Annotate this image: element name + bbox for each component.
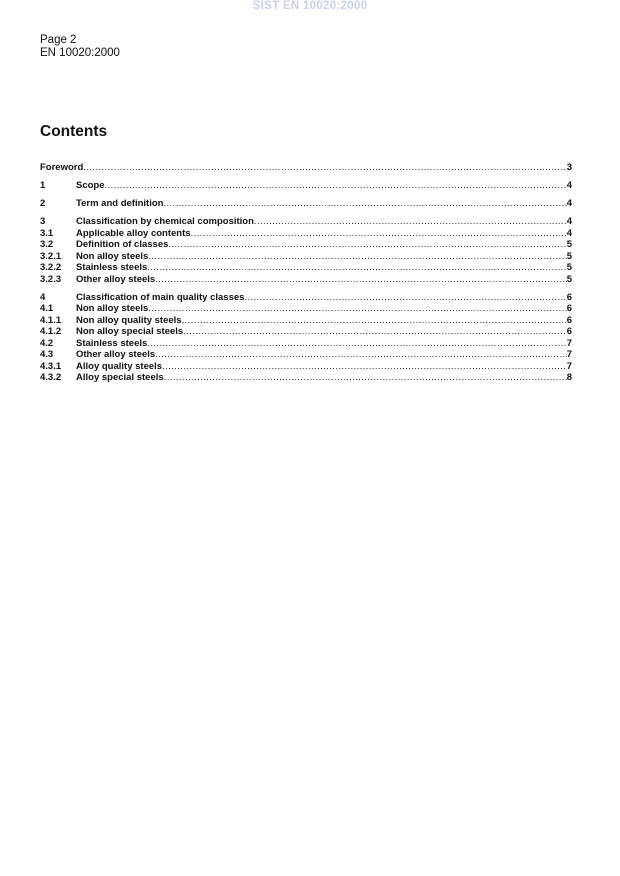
toc-entry-number: 4.2: [40, 337, 54, 349]
toc-entry-number: 3.2.1: [40, 250, 62, 262]
toc-entry-title: Term and definition: [76, 198, 164, 209]
standard-id: EN 10020:2000: [40, 47, 120, 59]
toc-entry-page: 5: [566, 262, 572, 273]
contents-title: Contents: [40, 123, 108, 140]
toc-leader-dots: [183, 326, 567, 338]
toc-entry-title: Scope: [76, 180, 105, 191]
toc-leader-dots: [163, 198, 566, 210]
toc-entry[interactable]: [40, 361, 572, 373]
toc-entry-title: Non alloy special steels: [76, 326, 184, 337]
toc-entry[interactable]: [40, 372, 572, 384]
toc-entry-title: Non alloy quality steels: [76, 314, 182, 326]
toc-entry-number: 3.2: [40, 239, 54, 250]
toc-entry-page: 5: [566, 250, 572, 262]
toc-entry[interactable]: [40, 292, 572, 304]
toc-entry-number: 4: [40, 291, 46, 303]
toc-entry-page: 3: [566, 162, 572, 173]
toc-entry-number: 4.3.2: [40, 372, 62, 383]
toc-entry-title: Definition of classes: [76, 239, 169, 250]
toc-entry-page: 6: [566, 291, 572, 303]
toc-leader-dots: [148, 251, 566, 263]
toc-entry-number: 3.1: [40, 227, 54, 239]
toc-entry[interactable]: [40, 228, 572, 240]
toc-entry-number: 4.1.2: [40, 326, 62, 337]
toc-entry-number: 4.3: [40, 349, 54, 360]
toc-entry[interactable]: [40, 180, 572, 192]
toc-entry-page: 6: [566, 303, 572, 314]
toc-entry-page: 5: [566, 273, 572, 285]
toc-leader-dots: [155, 274, 567, 286]
toc-entry-page: 5: [566, 239, 572, 250]
toc-entry[interactable]: [40, 274, 572, 286]
toc-leader-dots: [254, 216, 567, 228]
toc-entry-number: 3.2.3: [40, 273, 62, 285]
toc-entry[interactable]: [40, 315, 572, 327]
toc-leader-dots: [83, 162, 566, 174]
toc-leader-dots: [155, 349, 567, 361]
toc-entry-title: Stainless steels: [76, 337, 148, 349]
toc-entry-page: 4: [566, 216, 572, 227]
toc-entry-page: 7: [566, 360, 572, 372]
table-of-contents: [40, 162, 572, 384]
toc-entry-number: 4.1.1: [40, 314, 62, 326]
watermark: SIST EN 10020:2000: [252, 0, 368, 12]
toc-entry-number: 3.2.2: [40, 262, 62, 273]
toc-entry-title: Applicable alloy contents: [76, 227, 191, 239]
toc-entry-page: 6: [566, 326, 572, 337]
toc-entry-number: 4.3.1: [40, 360, 62, 372]
toc-entry-number: 4.1: [40, 303, 54, 314]
toc-entry-page: 8: [566, 372, 572, 383]
toc-entry-page: 4: [566, 227, 572, 239]
toc-entry-title: Non alloy steels: [76, 303, 149, 314]
toc-entry[interactable]: [40, 262, 572, 274]
toc-leader-dots: [164, 372, 567, 384]
toc-entry[interactable]: [40, 338, 572, 350]
toc-leader-dots: [147, 262, 566, 274]
toc-leader-dots: [105, 180, 567, 192]
page-number: Page 2: [40, 34, 77, 46]
toc-entry-page: 4: [566, 198, 572, 209]
toc-leader-dots: [191, 228, 567, 240]
toc-leader-dots: [244, 292, 566, 304]
toc-entry[interactable]: [40, 162, 572, 174]
toc-entry-page: 7: [566, 337, 572, 349]
toc-entry-title: Classification by chemical composition: [76, 216, 254, 227]
toc-entry-title: Stainless steels: [76, 262, 148, 273]
toc-entry-title: Non alloy steels: [76, 250, 149, 262]
toc-entry-title: Alloy special steels: [76, 372, 164, 383]
toc-entry[interactable]: [40, 239, 572, 251]
toc-entry[interactable]: [40, 216, 572, 228]
toc-leader-dots: [168, 239, 566, 251]
toc-leader-dots: [147, 338, 566, 350]
toc-entry-page: 7: [566, 349, 572, 360]
toc-entry[interactable]: [40, 251, 572, 263]
toc-entry-title: Other alloy steels: [76, 273, 156, 285]
toc-entry[interactable]: [40, 303, 572, 315]
toc-entry[interactable]: [40, 349, 572, 361]
toc-entry-number: 2: [40, 198, 46, 209]
toc-leader-dots: [182, 315, 567, 327]
toc-entry-page: 6: [566, 314, 572, 326]
toc-entry-number: 3: [40, 216, 46, 227]
toc-entry-title: Classification of main quality classes: [76, 291, 245, 303]
toc-entry-page: 4: [566, 180, 572, 191]
toc-entry-title: Other alloy steels: [76, 349, 156, 360]
toc-entry-title: Alloy quality steels: [76, 360, 163, 372]
toc-entry-title: Foreword: [40, 162, 84, 173]
page-header: [40, 34, 120, 60]
toc-leader-dots: [148, 303, 566, 315]
toc-leader-dots: [162, 361, 567, 373]
toc-entry-number: 1: [40, 180, 46, 191]
toc-entry[interactable]: [40, 198, 572, 210]
toc-entry[interactable]: [40, 326, 572, 338]
